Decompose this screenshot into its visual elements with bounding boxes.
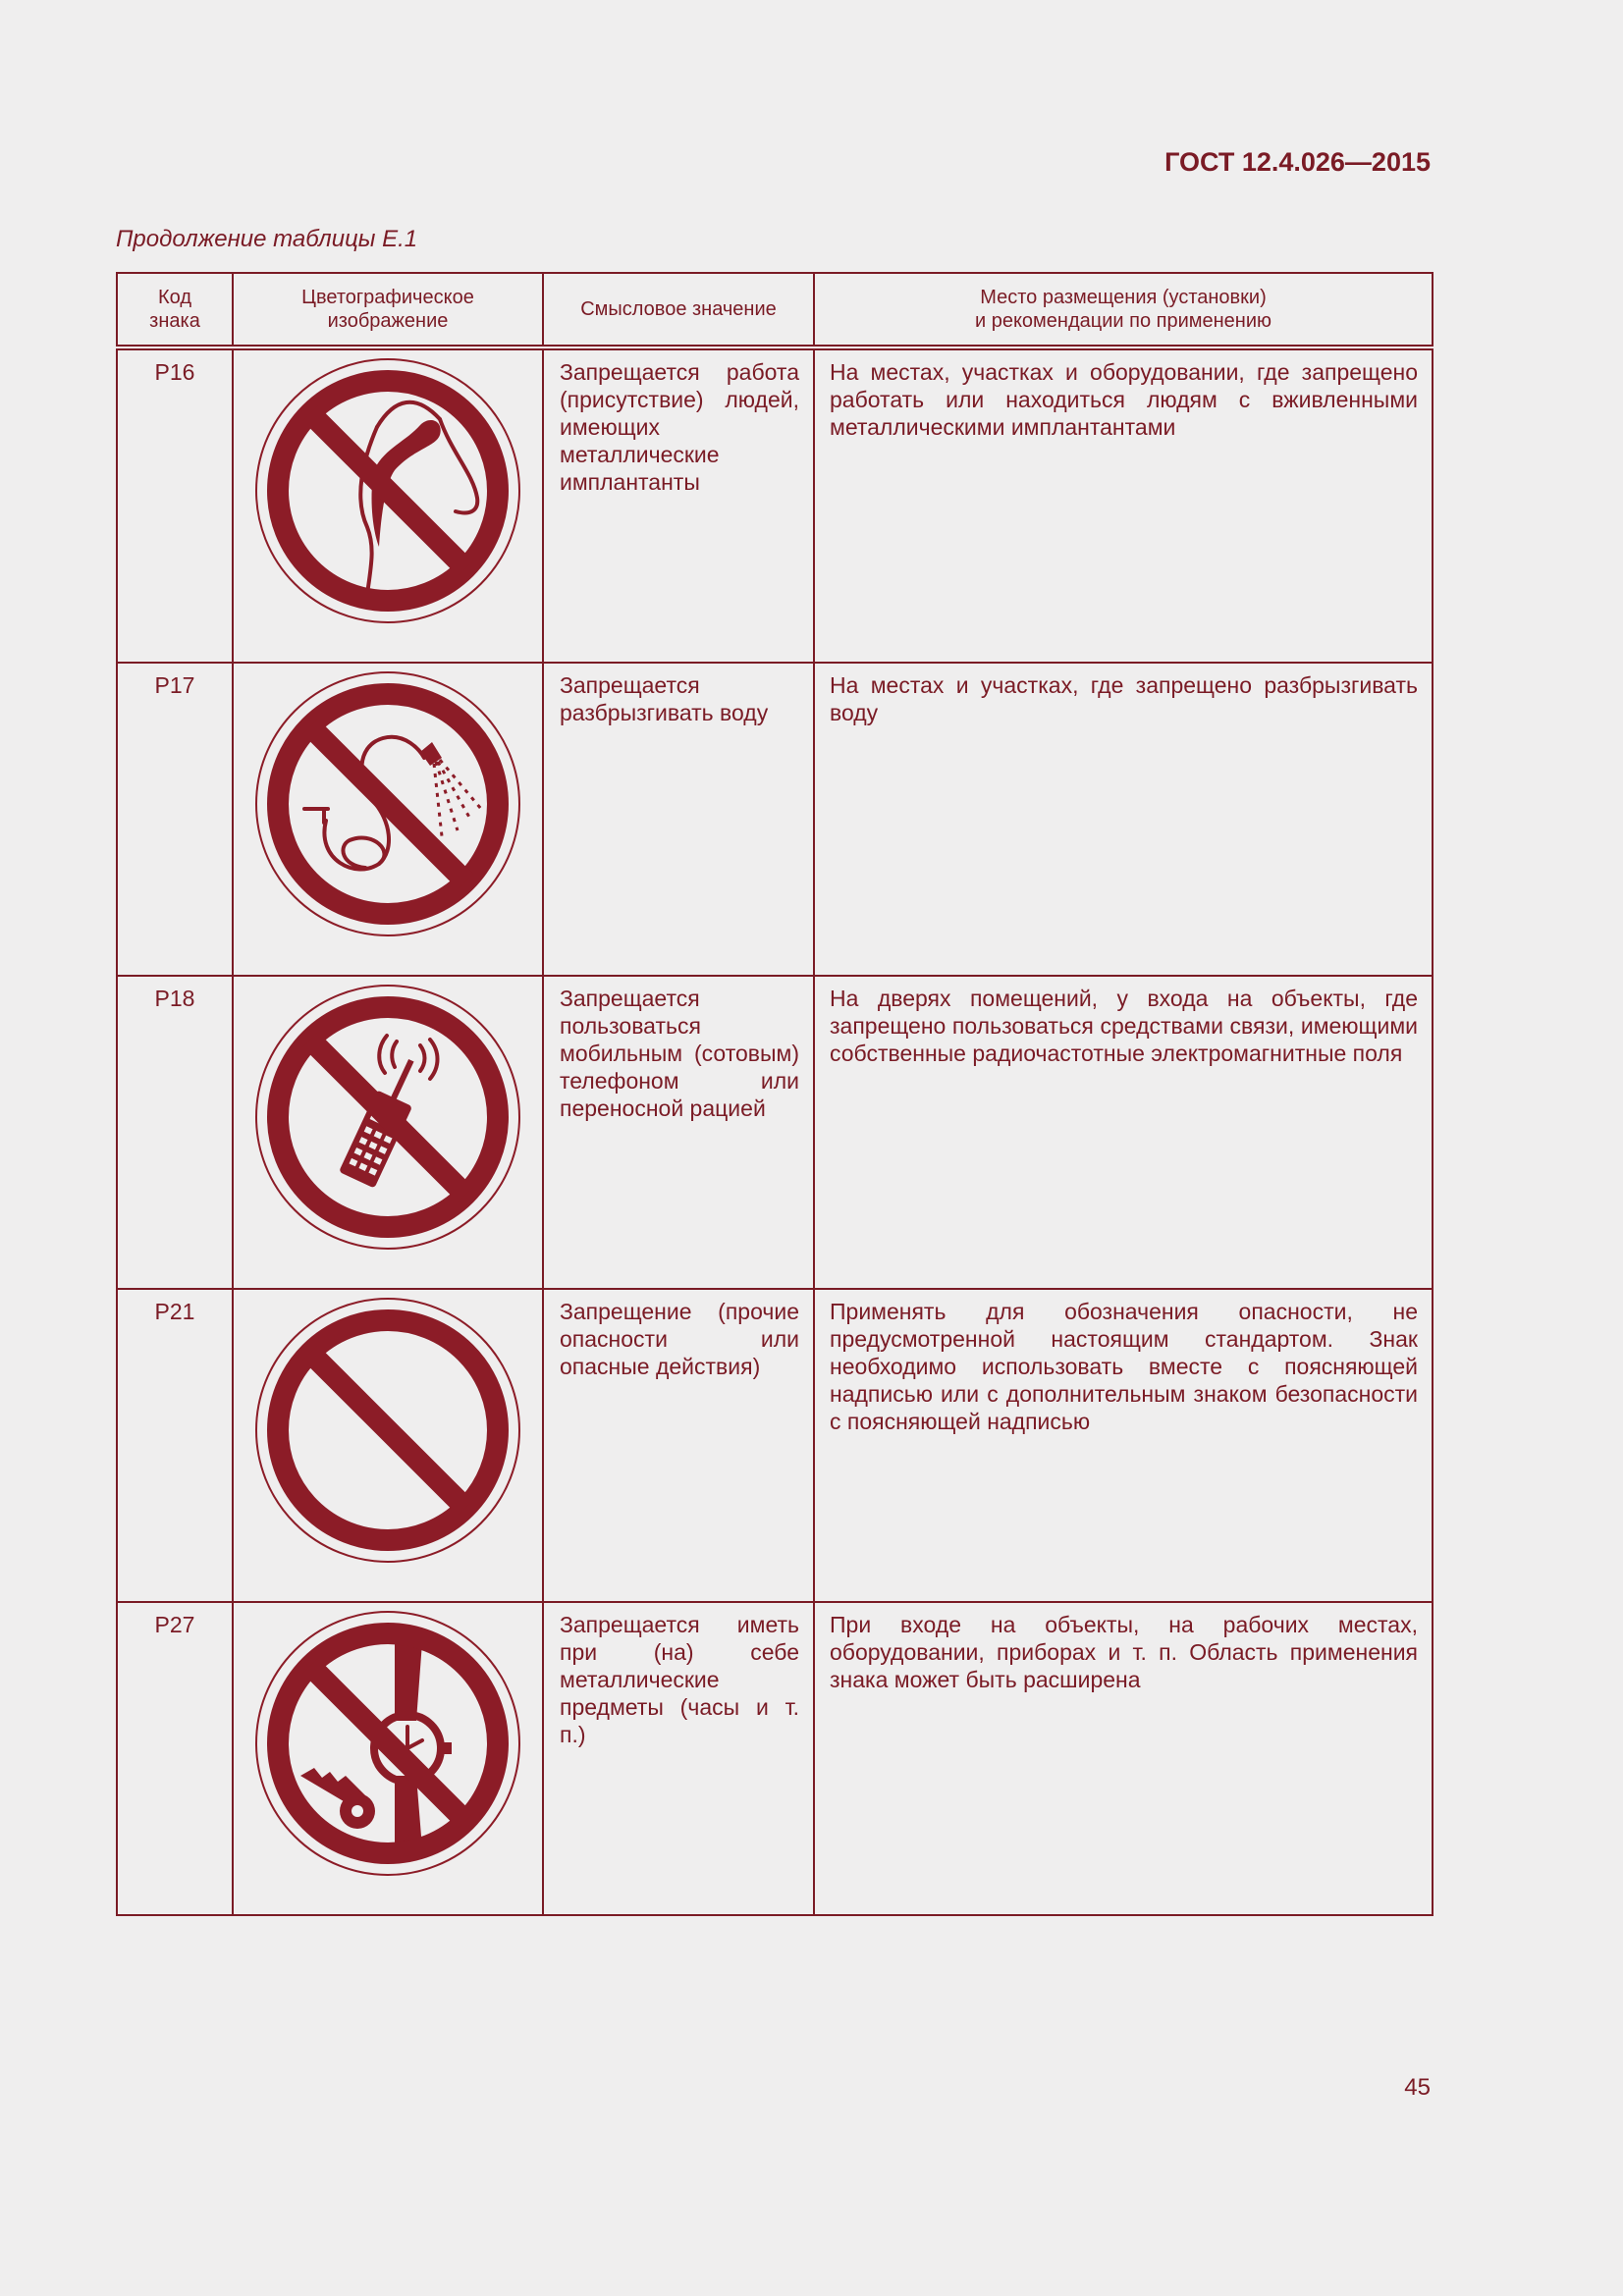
sign-code: P17 bbox=[117, 663, 233, 976]
general-prohibition-icon bbox=[247, 1290, 528, 1571]
sign-code: P27 bbox=[117, 1602, 233, 1915]
header-code-line-1: Код bbox=[157, 287, 191, 308]
document-code: ГОСТ 12.4.026—2015 bbox=[1164, 147, 1431, 177]
table-row bbox=[117, 347, 1433, 663]
header-place-line-1: Место размещения (установки) bbox=[980, 287, 1267, 308]
sign-image-cell bbox=[233, 976, 543, 1289]
sign-meaning: Запрещается иметь при (на) себе металлические предметы (часы и т. п.) bbox=[543, 1602, 814, 1915]
no-mobile-phone-icon bbox=[247, 977, 528, 1257]
header-code bbox=[117, 273, 233, 347]
sign-code: P21 bbox=[117, 1289, 233, 1602]
header-code-line-2: знака bbox=[149, 310, 200, 332]
sign-placement: На дверях помещений, у входа на объекты, где запрещено пользоваться средствами связи, имеющими собственные радиочастотные электромагнитные поля bbox=[814, 976, 1433, 1289]
sign-image-cell bbox=[233, 1602, 543, 1915]
page-number: 45 bbox=[1404, 2074, 1431, 2101]
sign-placement: На местах, участках и оборудовании, где запрещено работать или находиться людям с вживленными металлическими имплантантами bbox=[814, 347, 1433, 663]
sign-image-cell bbox=[233, 663, 543, 976]
sign-image-cell bbox=[233, 1289, 543, 1602]
header-image-line-2: изображение bbox=[327, 310, 449, 332]
table-row bbox=[117, 976, 1433, 1289]
table-caption: Продолжение таблицы Е.1 bbox=[116, 226, 418, 252]
header-image-line-1: Цветографическое bbox=[301, 287, 474, 308]
sign-placement: При входе на объекты, на рабочих местах, оборудовании, приборах и т. п. Область применения знака может быть расширена bbox=[814, 1602, 1433, 1915]
sign-meaning: Запрещение (прочие опасности или опасные действия) bbox=[543, 1289, 814, 1602]
table-row bbox=[117, 1289, 1433, 1602]
sign-image-cell bbox=[233, 347, 543, 663]
sign-meaning: Запрещается пользоваться мобильным (сотовым) телефоном или переносной рацией bbox=[543, 976, 814, 1289]
no-water-spraying-icon bbox=[247, 664, 528, 944]
sign-meaning: Запрещается разбрызгивать воду bbox=[543, 663, 814, 976]
table-header-row bbox=[117, 273, 1433, 347]
sign-code: P18 bbox=[117, 976, 233, 1289]
header-place bbox=[814, 273, 1433, 347]
no-metal-objects-icon bbox=[247, 1603, 528, 1884]
header-meaning: Смысловое значение bbox=[543, 273, 814, 347]
header-place-line-2: и рекомендации по применению bbox=[974, 310, 1272, 332]
header-image bbox=[233, 273, 543, 347]
sign-code: P16 bbox=[117, 347, 233, 663]
signs-table bbox=[116, 272, 1434, 1916]
no-metal-implants-icon bbox=[247, 350, 528, 631]
sign-placement: На местах и участках, где запрещено разбрызгивать воду bbox=[814, 663, 1433, 976]
sign-meaning: Запрещается работа (присутствие) людей, имеющих металлические имплантанты bbox=[543, 347, 814, 663]
table-row bbox=[117, 1602, 1433, 1915]
sign-placement: Применять для обозначения опасности, не предусмотренной настоящим стандартом. Знак необходимо использовать вместе с поясняющей надписью или с дополнительным знаком безопасности с поясняющей надписью bbox=[814, 1289, 1433, 1602]
table-row bbox=[117, 663, 1433, 976]
